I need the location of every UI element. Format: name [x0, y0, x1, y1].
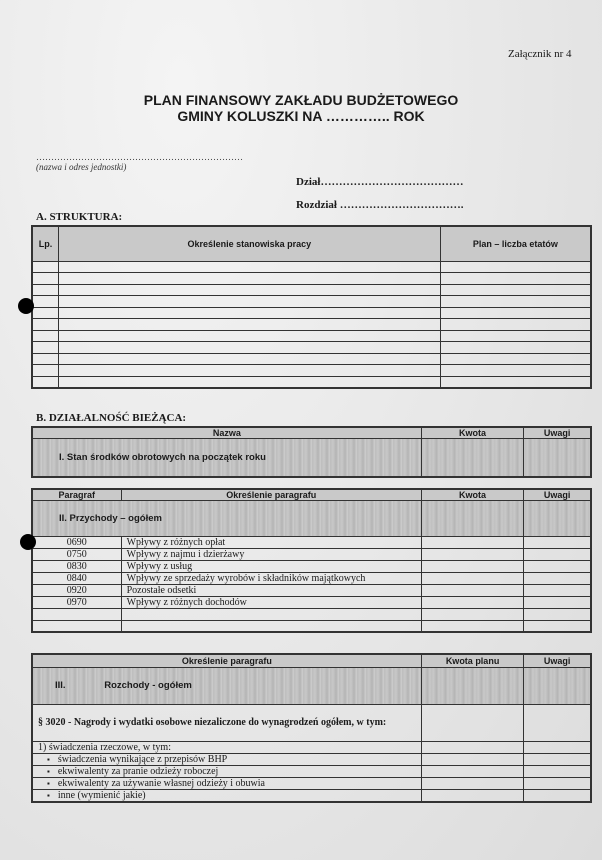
table-row: [32, 585, 591, 597]
notes-cell[interactable]: [524, 537, 591, 549]
paragraph-desc: Wpływy z usług: [121, 561, 421, 573]
position-cell[interactable]: [58, 319, 440, 331]
notes-cell[interactable]: [524, 573, 591, 585]
title-line-2: GMINY KOLUSZKI NA ………….. ROK: [177, 108, 425, 124]
table-row: [32, 376, 591, 388]
position-cell[interactable]: [58, 365, 440, 377]
paragraph-desc: [121, 609, 421, 621]
unit-name-label: (nazwa i odres jednostki): [36, 162, 127, 172]
working-capital-table: [31, 426, 592, 478]
table-row: [32, 261, 591, 273]
position-cell[interactable]: [58, 261, 440, 273]
notes-cell[interactable]: [524, 620, 591, 632]
para-3020-amount[interactable]: [421, 704, 523, 741]
amount-cell[interactable]: [421, 620, 523, 632]
row-item-1: 1) świadczenia rzeczowe, w tym:: [32, 741, 421, 753]
col-plan-etaty: Plan – liczba etatów: [440, 226, 591, 261]
position-cell[interactable]: [58, 330, 440, 342]
paragraph-code: [32, 620, 121, 632]
amount-cell[interactable]: [421, 573, 523, 585]
table-row: [32, 620, 591, 632]
notes-cell[interactable]: [524, 609, 591, 621]
working-capital-amount[interactable]: [421, 439, 523, 477]
plan-cell[interactable]: [440, 319, 591, 331]
row-revenue-total: II. Przychody – ogółem: [32, 501, 421, 537]
table-row: [32, 561, 591, 573]
amount-cell[interactable]: [421, 549, 523, 561]
position-cell[interactable]: [58, 353, 440, 365]
document-title: [0, 92, 602, 124]
amount-cell[interactable]: [421, 753, 523, 765]
paragraph-code: 0750: [32, 549, 121, 561]
row-para-3020: § 3020 - Nagrody i wydatki osobowe niezaliczone do wynagrodzeń ogółem, w tym:: [32, 704, 421, 741]
paragraph-code: 0840: [32, 573, 121, 585]
table-row: [32, 537, 591, 549]
punch-hole: [18, 298, 34, 314]
paragraph-desc: Pozostałe odsetki: [121, 585, 421, 597]
col-kwota: Kwota: [421, 489, 523, 501]
expenses-total-amount[interactable]: [421, 667, 523, 704]
col-kwota: Kwota: [421, 427, 523, 439]
structure-table: [31, 225, 592, 389]
table-row: [32, 753, 591, 765]
table-row: [32, 273, 591, 285]
expenses-total-notes[interactable]: [524, 667, 591, 704]
revenue-table: [31, 488, 592, 633]
paragraph-desc: Wpływy ze sprzedaży wyrobów i składników majątkowych: [121, 573, 421, 585]
amount-cell[interactable]: [421, 537, 523, 549]
notes-cell[interactable]: [524, 753, 591, 765]
revenue-total-amount[interactable]: [421, 501, 523, 537]
position-cell[interactable]: [58, 307, 440, 319]
lp-cell[interactable]: [32, 296, 58, 308]
table-row: [32, 296, 591, 308]
lp-cell[interactable]: [32, 365, 58, 377]
table-row: [32, 330, 591, 342]
table-row: [32, 365, 591, 377]
amount-cell[interactable]: [421, 777, 523, 789]
lp-cell[interactable]: [32, 319, 58, 331]
paragraph-code: 0970: [32, 597, 121, 609]
bullet-item: ▪ ekwiwalenty za używanie własnej odzieży i obuwia: [32, 777, 421, 789]
rozdzial-field[interactable]: Rozdział …………………………….: [296, 199, 464, 211]
col-desc: Określenie paragrafu: [32, 654, 421, 667]
lp-cell[interactable]: [32, 376, 58, 388]
section-b-title: B. DZIAŁALNOŚĆ BIEŻĄCA:: [36, 412, 187, 424]
lp-cell[interactable]: [32, 342, 58, 354]
col-uwagi: Uwagi: [524, 654, 591, 667]
bullet-item: ▪ ekwiwalenty za pranie odzieży roboczej: [32, 765, 421, 777]
col-uwagi: Uwagi: [524, 427, 591, 439]
table-row: [32, 597, 591, 609]
table-row: [32, 307, 591, 319]
table-row: [32, 319, 591, 331]
position-cell[interactable]: [58, 342, 440, 354]
table-row: [32, 765, 591, 777]
notes-cell[interactable]: [524, 561, 591, 573]
paragraph-desc: [121, 620, 421, 632]
expenses-label: Rozchody - ogółem: [104, 680, 192, 691]
section-a-title: A. STRUKTURA:: [36, 211, 123, 223]
amount-cell[interactable]: [421, 789, 523, 802]
table-row: [32, 353, 591, 365]
lp-cell[interactable]: [32, 284, 58, 296]
title-line-1: PLAN FINANSOWY ZAKŁADU BUDŻETOWEGO: [143, 92, 459, 108]
notes-cell[interactable]: [524, 597, 591, 609]
position-cell[interactable]: [58, 284, 440, 296]
notes-cell[interactable]: [524, 585, 591, 597]
amount-cell[interactable]: [421, 585, 523, 597]
plan-cell[interactable]: [440, 273, 591, 285]
col-uwagi: Uwagi: [524, 489, 591, 501]
plan-cell[interactable]: [440, 342, 591, 354]
amount-cell[interactable]: [421, 765, 523, 777]
notes-cell[interactable]: [524, 549, 591, 561]
table-row: [32, 284, 591, 296]
lp-cell[interactable]: [32, 330, 58, 342]
plan-cell[interactable]: [440, 353, 591, 365]
lp-cell[interactable]: [32, 273, 58, 285]
unit-name-field[interactable]: ……………………………………………………………: [36, 152, 243, 162]
table-row: [32, 549, 591, 561]
col-position: Określenie stanowiska pracy: [58, 226, 440, 261]
paragraph-code: 0830: [32, 561, 121, 573]
dzial-field[interactable]: Dział…………………………………: [296, 176, 464, 188]
paragraph-desc: Wpływy z różnych opłat: [121, 537, 421, 549]
plan-cell[interactable]: [440, 376, 591, 388]
paragraph-desc: Wpływy z najmu i dzierżawy: [121, 549, 421, 561]
notes-cell[interactable]: [524, 789, 591, 802]
table-row: [32, 789, 591, 802]
amount-cell[interactable]: [421, 561, 523, 573]
bullet-item: ▪ świadczenia wynikające z przepisów BHP: [32, 753, 421, 765]
row-working-capital: I. Stan środków obrotowych na początek roku: [32, 439, 421, 477]
bullet-item: ▪ inne (wymienić jakie): [32, 789, 421, 802]
table-row: [32, 573, 591, 585]
paragraph-code: 0690: [32, 537, 121, 549]
row-expenses-total: [32, 667, 421, 704]
lp-cell[interactable]: [32, 307, 58, 319]
col-lp: Lp.: [32, 226, 58, 261]
notes-cell[interactable]: [524, 777, 591, 789]
working-capital-notes[interactable]: [524, 439, 591, 477]
position-cell[interactable]: [58, 273, 440, 285]
amount-cell[interactable]: [421, 597, 523, 609]
plan-cell[interactable]: [440, 261, 591, 273]
plan-cell[interactable]: [440, 365, 591, 377]
table-row: [32, 342, 591, 354]
plan-cell[interactable]: [440, 296, 591, 308]
position-cell[interactable]: [58, 296, 440, 308]
notes-cell[interactable]: [524, 765, 591, 777]
col-kwota-planu: Kwota planu: [421, 654, 523, 667]
paragraph-code: [32, 609, 121, 621]
plan-cell[interactable]: [440, 284, 591, 296]
expenses-table: [31, 653, 592, 803]
amount-cell[interactable]: [421, 609, 523, 621]
expenses-roman: III.: [55, 680, 66, 691]
col-desc: Określenie paragrafu: [121, 489, 421, 501]
col-nazwa: Nazwa: [32, 427, 421, 439]
revenue-total-notes[interactable]: [524, 501, 591, 537]
plan-cell[interactable]: [440, 330, 591, 342]
item-1-amount[interactable]: [421, 741, 523, 753]
plan-cell[interactable]: [440, 307, 591, 319]
position-cell[interactable]: [58, 376, 440, 388]
lp-cell[interactable]: [32, 353, 58, 365]
item-1-notes[interactable]: [524, 741, 591, 753]
col-paragraf: Paragraf: [32, 489, 121, 501]
table-row: [32, 609, 591, 621]
annex-label: Załącznik nr 4: [508, 48, 572, 60]
lp-cell[interactable]: [32, 261, 58, 273]
paragraph-code: 0920: [32, 585, 121, 597]
paragraph-desc: Wpływy z różnych dochodów: [121, 597, 421, 609]
table-row: [32, 777, 591, 789]
para-3020-notes[interactable]: [524, 704, 591, 741]
punch-hole: [20, 534, 36, 550]
